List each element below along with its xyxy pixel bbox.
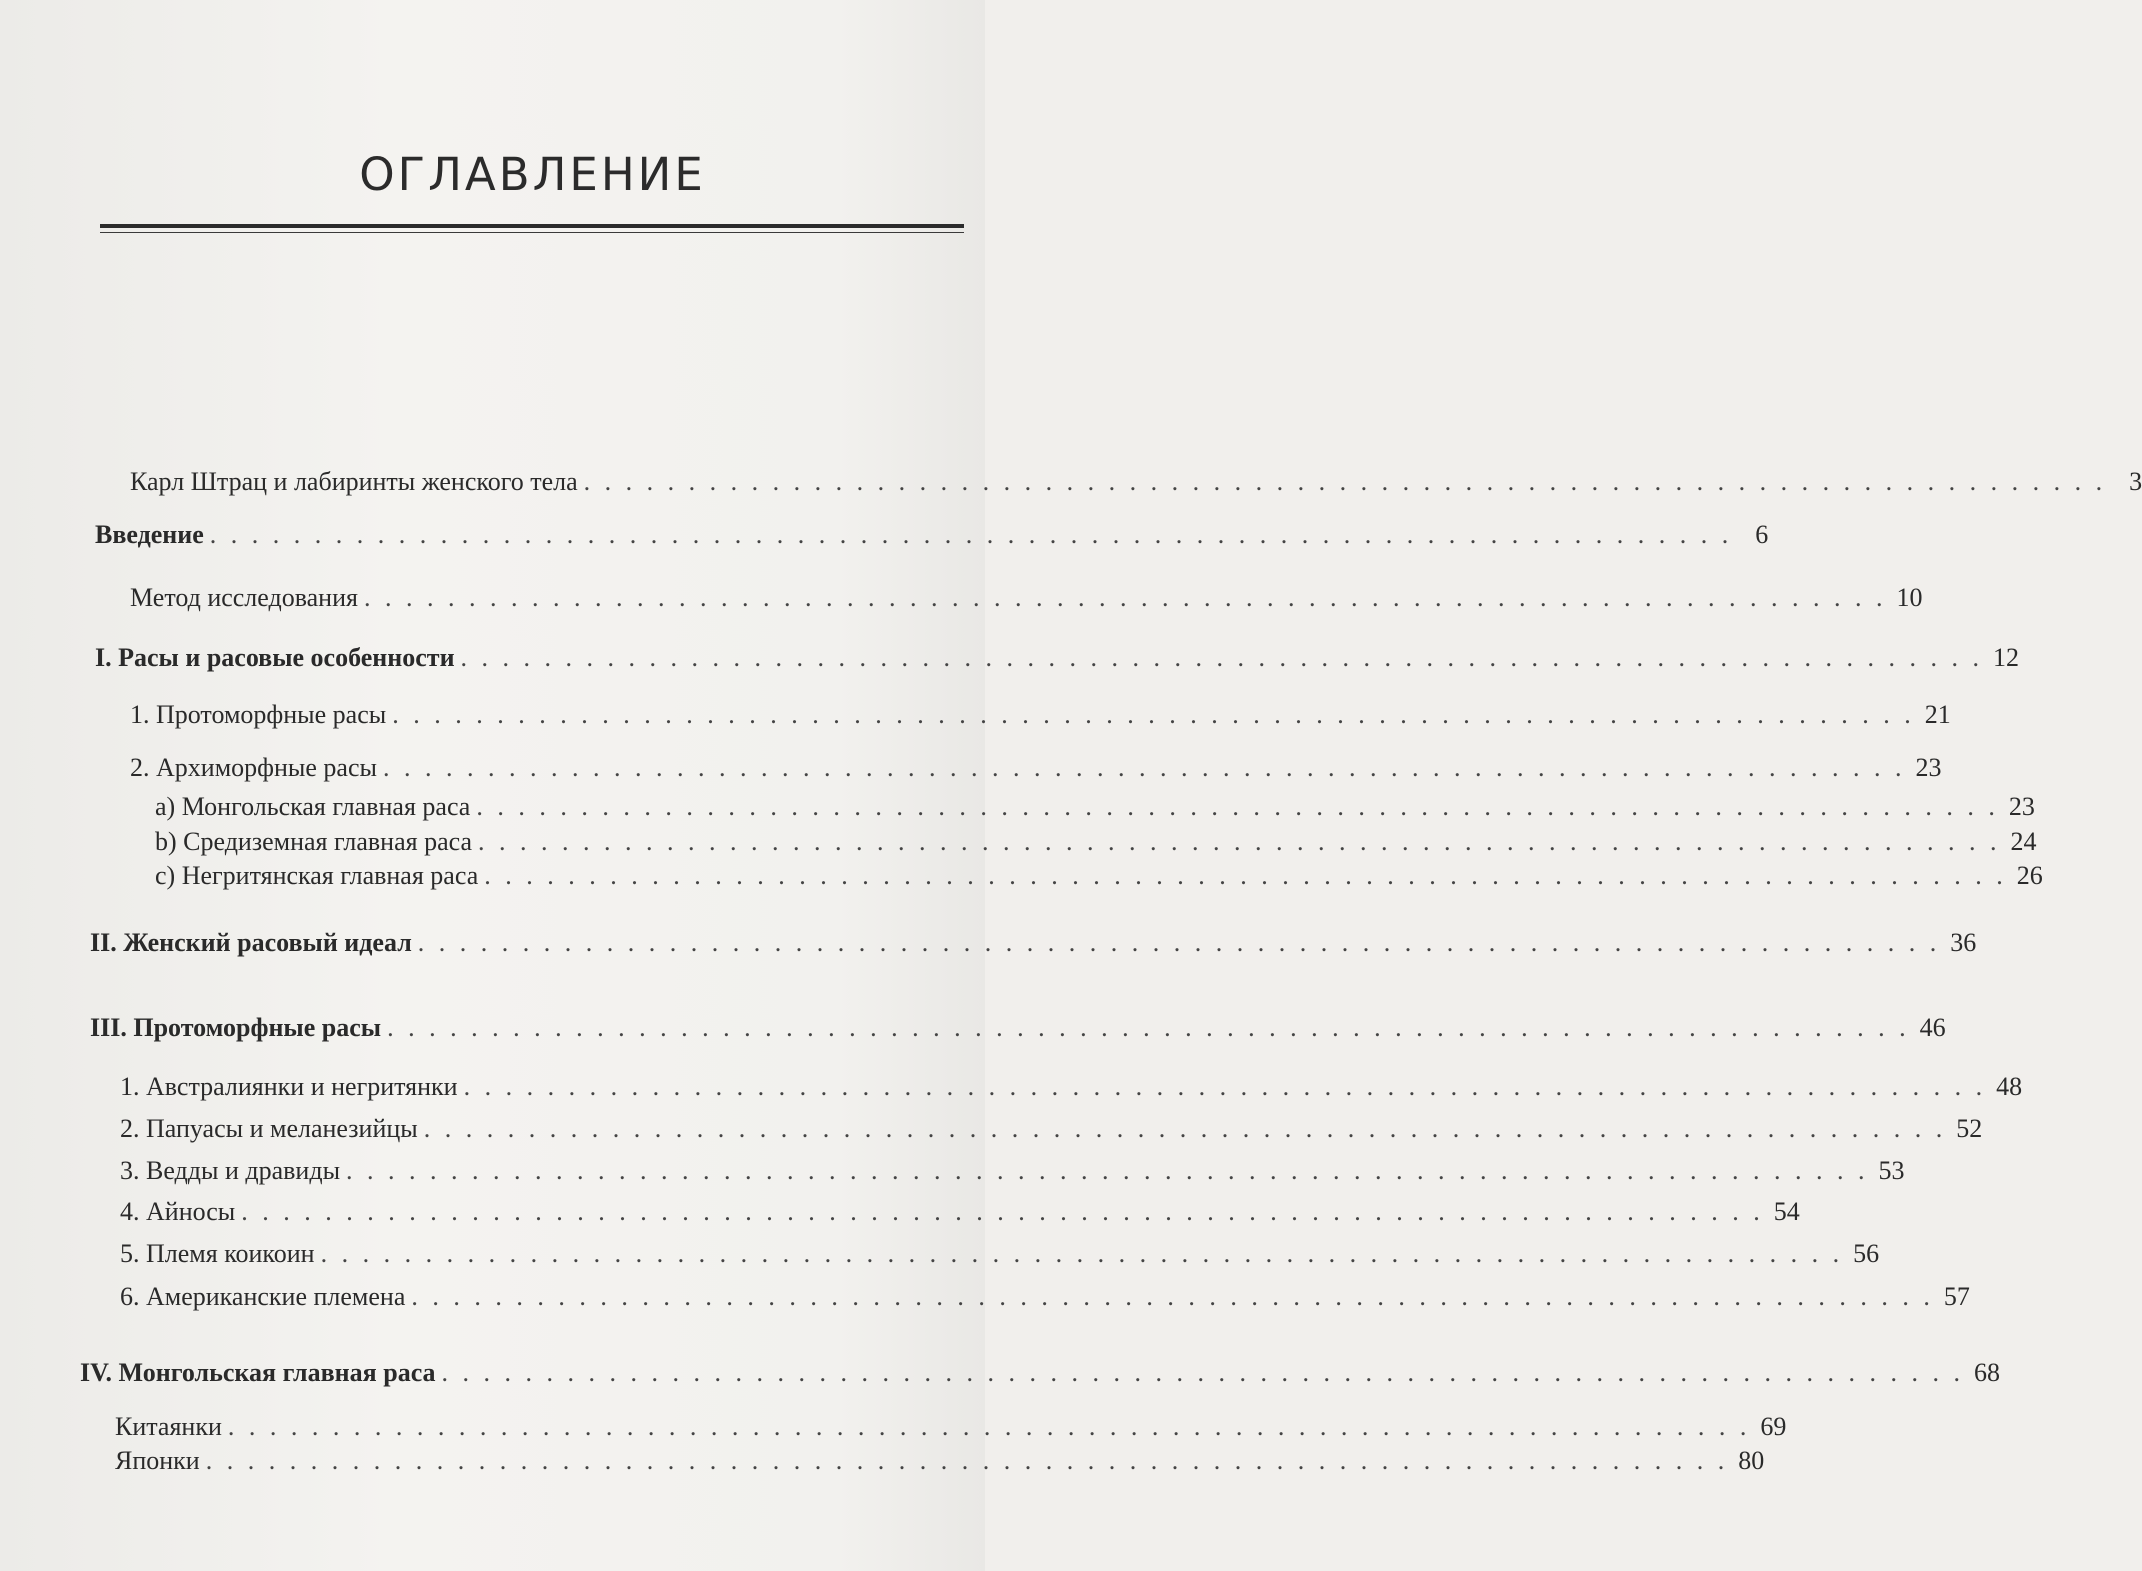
toc-entry-label: b) Средиземная главная раса <box>155 827 473 856</box>
toc-entry-label: c) Негритянская главная раса <box>155 861 479 890</box>
toc-page-number: 12 <box>1993 643 2020 672</box>
toc-page-number: 10 <box>1896 583 1923 612</box>
toc-entry-label: Метод исследования <box>130 583 358 612</box>
toc-entry-label: a) Монгольская главная раса <box>155 792 471 821</box>
toc-leader: . . . . . . . . . . . . . . . . . . . . . . . . . . . . . . . . . . . . . . . . . . . . . . . . . . . . . . . . . . . . . . . . . . . . . . . . . <box>423 1114 1947 1143</box>
toc-entry <box>155 827 2037 857</box>
toc-leader: . . . . . . . . . . . . . . . . . . . . . . . . . . . . . . . . . . . . . . . . . . . . . . . . . . . . . . . . . . . . . . . . . . . . . . . . . <box>205 1446 1729 1475</box>
toc-entry <box>95 520 1769 550</box>
toc-page-number: 53 <box>1878 1156 1905 1185</box>
toc-entry-label: IV. Монгольская главная раса <box>80 1358 436 1387</box>
toc-leader: . . . . . . . . . . . . . . . . . . . . . . . . . . . . . . . . . . . . . . . . . . . . . . . . . . . . . . . . . . . . . . . . . . . . . . . . . <box>382 753 1906 782</box>
title-rule-thick <box>100 224 964 228</box>
page-title: ОГЛАВЛЕНИЕ <box>359 148 706 201</box>
toc-entry-label: Карл Штрац и лабиринты женского тела <box>130 467 578 496</box>
toc-entry-label: Японки <box>115 1446 200 1475</box>
toc-page-number: 80 <box>1738 1446 1765 1475</box>
toc-leader: . . . . . . . . . . . . . . . . . . . . . . . . . . . . . . . . . . . . . . . . . . . . . . . . . . . . . . . . . . . . . . . . . . . . . . . . . <box>227 1412 1751 1441</box>
toc-entry <box>120 1239 1880 1269</box>
toc-leader: . . . . . . . . . . . . . . . . . . . . . . . . . . . . . . . . . . . . . . . . . . . . . . . . . . . . . . . . . . . . . . . . . . . . . . . . . <box>476 792 1999 821</box>
toc-entry-label: 4. Айносы <box>120 1197 236 1226</box>
toc-entry-label: II. Женский расовый идеал <box>90 928 412 957</box>
toc-page-number: 3 <box>2129 467 2142 496</box>
toc-page-number: 26 <box>2016 861 2043 890</box>
toc-leader: . . . . . . . . . . . . . . . . . . . . . . . . . . . . . . . . . . . . . . . . . . . . . . . . . . . . . . . . . . . . . . . . . . . . . . . . . <box>320 1239 1844 1268</box>
toc-entry-label: Китаянки <box>115 1412 222 1441</box>
toc-page-number: 57 <box>1943 1282 1970 1311</box>
toc-entry <box>120 1114 1983 1144</box>
toc-page-number: 56 <box>1853 1239 1880 1268</box>
toc-page-number: 46 <box>1919 1013 1946 1042</box>
toc-entry <box>155 792 2035 822</box>
toc-page-number: 23 <box>2008 792 2035 821</box>
toc-page-number: 23 <box>1915 753 1942 782</box>
toc-entry <box>130 753 1942 783</box>
toc-entry <box>130 700 1951 730</box>
toc-entry <box>120 1072 2023 1102</box>
toc-page-number: 48 <box>1996 1072 2023 1101</box>
toc-entry-label: 5. Племя коикоин <box>120 1239 315 1268</box>
toc-entry <box>80 1358 2001 1388</box>
toc-page-number: 6 <box>1755 520 1769 549</box>
toc-leader: . . . . . . . . . . . . . . . . . . . . . . . . . . . . . . . . . . . . . . . . . . . . . . . . . . . . . . . . . . . . . . . . . . . . . . . . . <box>417 928 1941 957</box>
toc-page-number: 52 <box>1956 1114 1983 1143</box>
toc-page-number: 24 <box>2010 827 2037 856</box>
toc-leader: . . . . . . . . . . . . . . . . . . . . . . . . . . . . . . . . . . . . . . . . . . . . . . . . . . . . . . . . . . . . . . . . . . . . . . . . . <box>387 1013 1910 1042</box>
toc-entry-label: III. Протоморфные расы <box>90 1013 382 1042</box>
toc-entry <box>120 1156 1905 1186</box>
toc-leader: . . . . . . . . . . . . . . . . . . . . . . . . . . . . . . . . . . . . . . . . . . . . . . . . . . . . . . . . . . . . . . . . . . . . . . . . . <box>463 1072 1987 1101</box>
toc-page-number: 36 <box>1950 928 1977 957</box>
toc-leader: . . . . . . . . . . . . . . . . . . . . . . . . . . . . . . . . . . . . . . . . . . . . . . . . . . . . . . . . . . . . . . . . . . . . . . . . . <box>583 467 2107 496</box>
toc-entry <box>130 583 1923 613</box>
toc-leader: . . . . . . . . . . . . . . . . . . . . . . . . . . . . . . . . . . . . . . . . . . . . . . . . . . . . . . . . . . . . . . . . . . . . . . . . . <box>460 643 1984 672</box>
toc-entry <box>115 1446 1765 1476</box>
toc-leader: . . . . . . . . . . . . . . . . . . . . . . . . . . . . . . . . . . . . . . . . . . . . . . . . . . . . . . . . . . . . . . . . . . . . . . . . . <box>346 1156 1869 1185</box>
toc-leader: . . . . . . . . . . . . . . . . . . . . . . . . . . . . . . . . . . . . . . . . . . . . . . . . . . . . . . . . . . . . . . . . . . . . . . . . . <box>241 1197 1764 1226</box>
toc-leader: . . . . . . . . . . . . . . . . . . . . . . . . . . . . . . . . . . . . . . . . . . . . . . . . . . . . . . . . . . . . . . . . . . . . . . . . . <box>392 700 1915 729</box>
toc-entry <box>95 643 2020 673</box>
toc-entry-label: 2. Архиморфные расы <box>130 753 377 782</box>
toc-leader: . . . . . . . . . . . . . . . . . . . . . . . . . . . . . . . . . . . . . . . . . . . . . . . . . . . . . . . . . . . . . . . . . . . . . . . . . <box>411 1282 1934 1311</box>
toc-leader: . . . . . . . . . . . . . . . . . . . . . . . . . . . . . . . . . . . . . . . . . . . . . . . . . . . . . . . . . . . . . . . . . . . . . . . . . <box>478 827 2001 856</box>
toc-leader: . . . . . . . . . . . . . . . . . . . . . . . . . . . . . . . . . . . . . . . . . . . . . . . . . . . . . . . . . . . . . . . . . . . . . . . . . <box>363 583 1887 612</box>
toc-entry-label: 1. Австралиянки и негритянки <box>120 1072 458 1101</box>
title-rule-thin <box>100 232 964 233</box>
toc-page-number: 54 <box>1773 1197 1800 1226</box>
toc-page-number: 69 <box>1760 1412 1787 1441</box>
toc-entry-label: 3. Ведды и дравиды <box>120 1156 341 1185</box>
toc-entry <box>120 1197 1800 1227</box>
toc-leader: . . . . . . . . . . . . . . . . . . . . . . . . . . . . . . . . . . . . . . . . . . . . . . . . . . . . . . . . . . . . . . . . . . . . . . . . . <box>209 520 1733 549</box>
toc-leader: . . . . . . . . . . . . . . . . . . . . . . . . . . . . . . . . . . . . . . . . . . . . . . . . . . . . . . . . . . . . . . . . . . . . . . . . . <box>484 861 2007 890</box>
toc-entry-label: I. Расы и расовые особенности <box>95 643 455 672</box>
toc-entry <box>155 861 2043 891</box>
toc-entry <box>120 1282 1970 1312</box>
toc-entry-label: 6. Американские племена <box>120 1282 406 1311</box>
toc-entry <box>90 928 1977 958</box>
toc-page-number: 21 <box>1924 700 1951 729</box>
toc-entry-label: 1. Протоморфные расы <box>130 700 387 729</box>
toc-entry <box>115 1412 1787 1442</box>
toc-entry-label: Введение <box>95 520 204 549</box>
toc-entry <box>90 1013 1946 1043</box>
toc-entry-label: 2. Папуасы и меланезийцы <box>120 1114 418 1143</box>
toc-entry <box>130 467 2142 497</box>
toc-page-number: 68 <box>1974 1358 2001 1387</box>
toc-leader: . . . . . . . . . . . . . . . . . . . . . . . . . . . . . . . . . . . . . . . . . . . . . . . . . . . . . . . . . . . . . . . . . . . . . . . . . <box>441 1358 1965 1387</box>
